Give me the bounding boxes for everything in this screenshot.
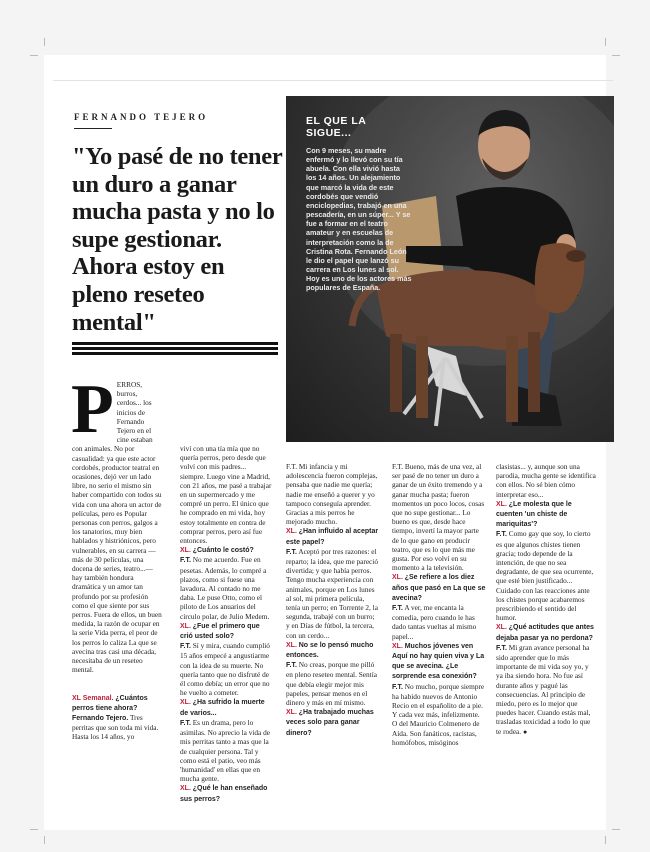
question-text: ¿Ha sufrido la muerte de varios... bbox=[180, 699, 265, 717]
question-label: XL. bbox=[286, 641, 297, 649]
paragraph: F.T. Mi infancia y mi adolescencia fueron complejas, pensaba que nadie me quería; nadie me enseñó a querer y yo tampoco conseguía aprender. Gracias a mis perros he mejorado mucho. bbox=[286, 462, 378, 527]
question-text: ¿Cuántos perros tiene ahora? bbox=[72, 694, 148, 712]
headline-rule-3 bbox=[72, 352, 278, 355]
crop-mark bbox=[612, 55, 620, 56]
text-column-4 bbox=[392, 462, 486, 747]
question-text: No se lo pensó mucho entonces. bbox=[286, 641, 374, 660]
text-column-5 bbox=[496, 462, 596, 737]
answer-label: F.T. bbox=[392, 605, 403, 613]
question-text: ¿Qué le han enseñado sus perros? bbox=[180, 785, 268, 803]
question-text: ¿Fue el primero que crió usted solo? bbox=[180, 622, 260, 641]
end-mark: ● bbox=[522, 727, 528, 736]
text-column-1 bbox=[71, 371, 162, 742]
answer-text: Aceptó por tres razones: el reparto; la idea, que me pareció divertida; y que había perros. Tengo mucha experiencia con animales, porque en Los lunes al sol, mi primera película, tenía un perro; en Torrente 2, la segunda, trabajé con un burro; y en Días de fútbol, la tercera, con un cerdo... bbox=[286, 546, 378, 640]
answer-label: F.T. bbox=[496, 531, 507, 539]
sidebar-title: EL QUE LA SIGUE... bbox=[306, 115, 366, 139]
answer-label: F.T. bbox=[496, 644, 507, 652]
answer-text: Mi gran avance personal ha sido aprender que lo más importante de mi vida soy yo, y ya iba siendo hora. No fue así durante años y pagué las consecuencias. Al principio de miedo, pero es lo mejor que puedes hacer. Cuando estás mal, trasladas toxicidad a todo lo que te rodea. bbox=[496, 642, 591, 736]
question-label: XL. bbox=[286, 709, 297, 717]
answer-text: A ver, me encanta la comedia, pero cuando le has dado tantas vueltas al mismo papel... bbox=[392, 603, 477, 641]
question-label: XL. bbox=[286, 528, 297, 536]
question-text: ¿Cuánto le costó? bbox=[192, 547, 254, 555]
headline: "Yo pasé de no tener un duro a ganar mucha pasta y no lo supe gestionar. Ahora estoy en pleno reseteo mental" bbox=[72, 143, 282, 336]
crop-mark bbox=[30, 829, 38, 830]
headline-rule-2 bbox=[72, 347, 278, 350]
author-name: FERNANDO TEJERO bbox=[74, 112, 209, 122]
answer-text: No creas, porque me pilló en pleno reseteo mental. Sentía que debía elegir mejor mis papeles, pensar menos en el dinero y más en mí mismo. bbox=[286, 660, 377, 708]
question-label: XL. bbox=[180, 785, 191, 793]
question-text: Muchos jóvenes ven Aquí no hay quien viva y La que se avecina. ¿Le sorprende esa conexión? bbox=[392, 642, 485, 681]
author-underline bbox=[74, 128, 112, 129]
crop-mark bbox=[30, 55, 38, 56]
answer-text: Sí y mira, cuando cumplió 15 años empecé a angustiarme con la idea de su muerte. No quería tanto que no disfruté de él como debía; un error que no he vuelto a cometer. bbox=[180, 641, 270, 698]
answer-label: F.T. bbox=[392, 683, 403, 691]
sidebar-text: Con 9 meses, su madre enfermó y lo llevó con su tía abuela. Con ella vivió hasta los 14 años. Un alejamiento que marcó la vida de este cordobés que vendió enciclopedias, trabajó en una pescadería, en un súper... Y se fue a formar en el teatro amateur y en escuelas de interpretación como la de Cristina Rota. Fernando León le dio el papel que lanzó su carrera en Los lunes al sol. Hoy es uno de los actores más populares de España. bbox=[306, 146, 412, 293]
intro-text: ERROS, burros, cerdos... los inicios de Fernando Tejero en el cine estaban con animales. No por casualidad: ya que este actor cordobés, productor teatral en ocasiones, dejó ver un lado libre, no serio el mismo sin haber compartido con todos su vida con una ahora un actor de películas, pero es Popular personas con perros, galgos a los tanatorios, muy bien hablados y histriónicos, pero vulnerables, en su carrera —más de 30 películas, una docena de series, teatro...— hay también hondura dramática y un amor tan profundo por su profesión como el que siente por sus perros. Fuera de ellos, un buen medida, la razón de ocupar en la serie Vida perra, el peor de los perros lo caliza La que se avecina tras casi una década, necesitaba de un reseteo mental. bbox=[72, 380, 162, 675]
crop-mark bbox=[605, 38, 606, 46]
paragraph: viví con una tía mía que no quería perros, pero desde que volví con mis padres... siempre. Luego vine a Madrid, con 21 años, me pasé a trabajar en un supermercado y me compré un perro. El único que he comprado en mi vida, hoy estoy totalmente en contra de comprar perros, pero así fue entonces. bbox=[180, 444, 272, 546]
question-label: XL. bbox=[496, 500, 507, 508]
question-text: ¿Han influido al aceptar este papel? bbox=[286, 528, 379, 546]
answer-text: Como gay que soy, lo cierto es que algunos chistes tienen gracia; todo depende de la intención, de que no sea degradante, de que sea ocurrente, que esté bien justificado... Cuidado con las reacciones ante los chistes porque acabaremos prescribiendo el sentido del humor. bbox=[496, 529, 594, 623]
answer-label: F.T. bbox=[180, 719, 191, 727]
paragraph: clasistas... y, aunque son una parodia, mucha gente se identifica con ellos. No sé bien cómo interpretar eso... bbox=[496, 462, 596, 499]
answer-label: F.T. bbox=[286, 662, 297, 670]
paragraph: F.T. Bueno, más de una vez, al ser pasé de no tener un duro a ganar de un éxito tremendo y a ganar mucha pasta; fueron momentos un poco locos, cosas que no supe gestionar... Lo bueno es que, desde hace tiempo, invertí la mayor parte de lo que gano en producir teatro, que es lo que más me gusta. Por eso volví en su momento a la televisión. bbox=[392, 462, 485, 573]
answer-label: F.T. bbox=[180, 557, 191, 565]
question-label: XL. bbox=[180, 622, 191, 630]
answer-label: F.T. bbox=[286, 548, 297, 556]
question-text: ¿Qué actitudes que antes dejaba pasar ya no perdona? bbox=[496, 624, 594, 642]
answer-label: F.T. bbox=[180, 643, 191, 651]
question-text: ¿Ha trabajado muchas veces solo para ganar dinero? bbox=[286, 709, 374, 737]
crop-mark bbox=[605, 836, 606, 844]
question-text: ¿Le molesta que le cuenten 'un chiste de mariquitas'? bbox=[496, 500, 572, 529]
headline-rule-1 bbox=[72, 342, 278, 345]
drop-cap: P bbox=[71, 371, 114, 448]
question-label: XL. bbox=[392, 574, 403, 582]
answer-label: Fernando Tejero. bbox=[72, 714, 129, 722]
crop-mark bbox=[612, 829, 620, 830]
crop-mark bbox=[44, 836, 45, 844]
question-label: XL. bbox=[180, 547, 191, 555]
question-label: XL. bbox=[180, 699, 191, 707]
text-column-3 bbox=[286, 462, 380, 738]
question-label: XL Semanal. bbox=[72, 694, 114, 702]
answer-text: No me acuerdo. Fue en pesetas. Además, lo compré a plazos, como si fuese una lavadora. Al contado no me daba. Le puse Otto, como el piloto de Los anuarios del círculo polar, de Julio Medem. bbox=[180, 555, 270, 621]
question-label: XL. bbox=[392, 642, 403, 650]
answer-text: No mucho, porque siempre ha habido nuevos de Antonio Recio en el españolito de a pie. Y cada vez más, infelizmente. O del Mauricio Colmenero de Aída. Son fanáticos, racistas, homófobos, misóginos bbox=[392, 681, 485, 747]
answer-text: Es un drama, pero lo asimilas. No aprecio la vida de mis perritas tanto a mas que la de cualquier persona. Tal y como está el patio, veo más 'humanidad' en ellas que en mucha gente. bbox=[180, 717, 270, 784]
answer-text: Tres perritas que son toda mi vida. Hasta los 14 años, yo bbox=[72, 712, 159, 742]
text-column-2 bbox=[180, 444, 272, 804]
top-rule bbox=[53, 80, 613, 81]
question-label: XL. bbox=[496, 624, 507, 632]
crop-mark bbox=[44, 38, 45, 46]
question-text: ¿Se refiere a los diez años que pasó en La que se avecina? bbox=[392, 574, 486, 602]
